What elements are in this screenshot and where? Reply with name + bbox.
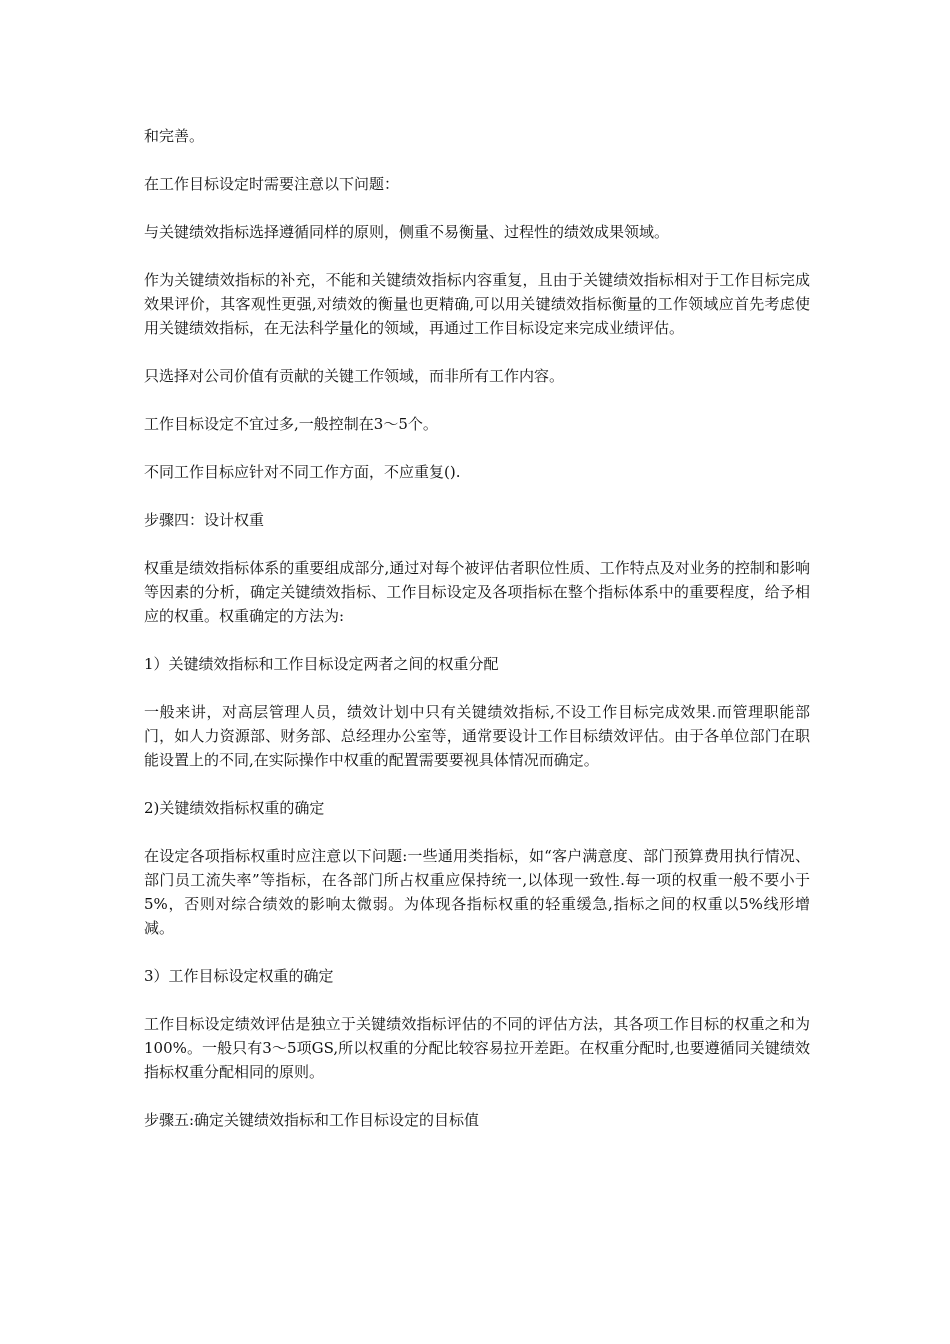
paragraph: 权重是绩效指标体系的重要组成部分,通过对每个被评估者职位性质、工作特点及对业务的控制和影响等因素的分析，确定关键绩效指标、工作目标设定及各项指标在整个指标体系中的重要程度，给予相应的权重。权重确定的方法为:: [144, 559, 810, 625]
section-heading-step-5: 步骤五:确定关键绩效指标和工作目标设定的目标值: [144, 1111, 480, 1129]
paragraph: 一般来讲，对高层管理人员，绩效计划中只有关键绩效指标,不设工作目标完成效果.而管理职能部门，如人力资源部、财务部、总经理办公室等，通常要设计工作目标绩效评估。由于各单位部门在职能设置上的不同,在实际操作中权重的配置需要要视具体情况而确定。: [144, 703, 810, 769]
paragraph: 工作目标设定绩效评估是独立于关键绩效指标评估的不同的评估方法，其各项工作目标的权重之和为100%。一般只有3～5项GS,所以权重的分配比较容易拉开差距。在权重分配时,也要遵循同关键绩效指标权重分配相同的原则。: [144, 1015, 810, 1081]
subheading-2: 2)关键绩效指标权重的确定: [144, 799, 325, 817]
paragraph: 与关键绩效指标选择遵循同样的原则，侧重不易衡量、过程性的绩效成果领域。: [144, 223, 670, 241]
paragraph: 不同工作目标应针对不同工作方面，不应重复().: [144, 463, 461, 481]
subheading-1: 1）关键绩效指标和工作目标设定两者之间的权重分配: [144, 655, 499, 673]
paragraph: 在设定各项指标权重时应注意以下问题:一些通用类指标，如“客户满意度、部门预算费用执行情况、部门员工流失率”等指标，在各部门所占权重应保持统一,以体现一致性.每一项的权重一般不要小于5%，否则对综合绩效的影响太微弱。为体现各指标权重的轻重缓急,指标之间的权重以5%线形增减。: [144, 847, 810, 937]
paragraph: 和完善。: [144, 127, 205, 145]
paragraph: 在工作目标设定时需要注意以下问题：: [144, 175, 400, 193]
document-body: [144, 124, 810, 1156]
paragraph: 只选择对公司价值有贡献的关键工作领域，而非所有工作内容。: [144, 367, 565, 385]
section-heading-step-4: 步骤四：设计权重: [144, 511, 265, 529]
subheading-3: 3）工作目标设定权重的确定: [144, 967, 334, 985]
paragraph: 作为关键绩效指标的补充，不能和关键绩效指标内容重复，且由于关键绩效指标相对于工作目标完成效果评价，其客观性更强,对绩效的衡量也更精确,可以用关键绩效指标衡量的工作领域应首先考虑使用关键绩效指标，在无法科学量化的领域，再通过工作目标设定来完成业绩评估。: [144, 271, 810, 337]
paragraph: 工作目标设定不宜过多,一般控制在3～5个。: [144, 415, 438, 433]
